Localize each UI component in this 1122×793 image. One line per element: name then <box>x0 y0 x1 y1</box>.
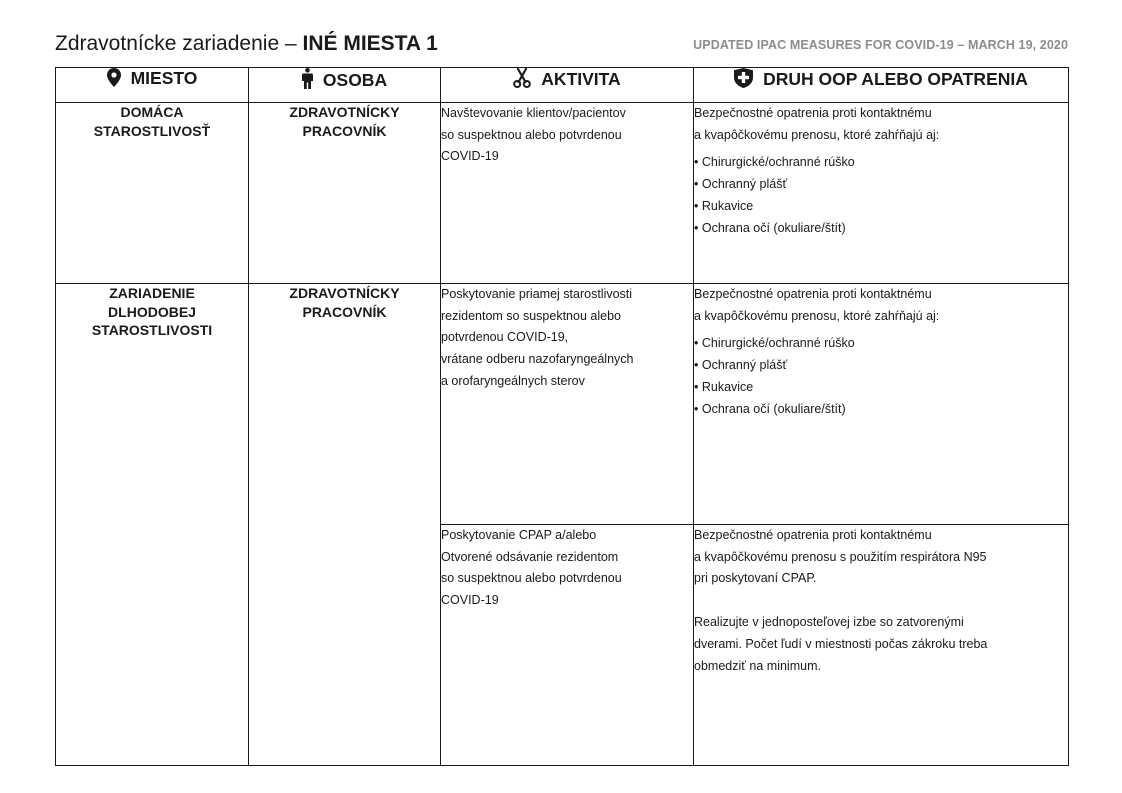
oop-cell <box>694 525 1069 766</box>
oop-para2-line: dverami. Počet ľudí v miestnosti počas zákroku treba <box>694 636 988 651</box>
measures-table <box>55 67 1069 766</box>
column-header-osoba <box>249 68 441 103</box>
aktivita-line: so suspektnou alebo potvrdenou <box>441 127 622 142</box>
miesto-line: DOMÁCA <box>120 104 184 120</box>
oop-para1-line: a kvapôčkovému prenosu s použitím respirátora N95 <box>694 549 987 564</box>
table-row <box>56 103 1069 284</box>
column-header-aktivita-label: AKTIVITA <box>541 69 621 89</box>
list-item: • Ochranný plášť <box>694 358 788 373</box>
list-item: • Ochranný plášť <box>694 177 788 192</box>
oop-intro-line: Bezpečnostné opatrenia proti kontaktnému <box>694 287 932 301</box>
column-header-oop-label: DRUH OOP ALEBO OPATRENIA <box>763 69 1028 89</box>
miesto-line: ZARIADENIE <box>109 285 195 301</box>
list-item: • Rukavice <box>694 379 754 394</box>
page-title <box>55 32 438 56</box>
aktivita-line: Otvorené odsávanie rezidentom <box>441 549 619 564</box>
list-item: • Ochrana očí (okuliare/štít) <box>694 220 846 235</box>
column-header-miesto <box>56 68 249 103</box>
oop-cell <box>694 284 1069 525</box>
oop-bullet-list <box>694 333 1068 420</box>
miesto-cell <box>56 284 249 766</box>
title-prefix: Zdravotnícke zariadenie – <box>55 32 297 55</box>
aktivita-line: COVID-19 <box>441 149 499 164</box>
oop-intro-line: a kvapôčkovému prenosu, ktoré zahŕňajú aj: <box>694 127 940 142</box>
oop-intro-line: a kvapôčkovému prenosu, ktoré zahŕňajú aj: <box>694 308 940 323</box>
aktivita-line: Poskytovanie priamej starostlivosti <box>441 287 633 301</box>
aktivita-cell <box>441 525 694 766</box>
column-header-miesto-label: MIESTO <box>130 68 198 88</box>
list-item: • Ochrana očí (okuliare/štít) <box>694 401 846 416</box>
list-item: • Rukavice <box>694 198 754 213</box>
aktivita-line: vrátane odberu nazofaryngeálnych <box>441 352 634 367</box>
oop-para2-line: Realizujte v jednoposteľovej izbe so zatvorenými <box>694 615 964 630</box>
table-header-row <box>56 68 1069 103</box>
list-item: • Chirurgické/ochranné rúško <box>694 336 855 351</box>
oop-para1-line: Bezpečnostné opatrenia proti kontaktnému <box>694 528 932 542</box>
column-header-oop <box>694 68 1069 103</box>
osoba-line: PRACOVNÍK <box>302 303 387 320</box>
osoba-line: PRACOVNÍK <box>302 122 387 139</box>
aktivita-line: Navštevovanie klientov/pacientov <box>441 106 626 120</box>
aktivita-line: rezidentom so suspektnou alebo <box>441 308 621 323</box>
page-header <box>55 32 1068 58</box>
aktivita-line: potvrdenou COVID-19, <box>441 330 569 345</box>
page-subtitle: UPDATED IPAC MEASURES FOR COVID-19 – MARCH 19, 2020 <box>693 38 1068 52</box>
column-header-osoba-label: OSOBA <box>322 70 388 90</box>
osoba-line: ZDRAVOTNÍCKY <box>289 104 400 120</box>
miesto-line: STAROSTLIVOSŤ <box>93 122 211 139</box>
oop-para1-line: pri poskytovaní CPAP. <box>694 571 817 586</box>
aktivita-cell <box>441 103 694 284</box>
miesto-line: STAROSTLIVOSTI <box>91 322 213 338</box>
list-item: • Chirurgické/ochranné rúško <box>694 155 855 170</box>
miesto-line: DLHODOBEJ <box>108 303 196 320</box>
aktivita-line: COVID-19 <box>441 593 499 608</box>
miesto-cell <box>56 103 249 284</box>
oop-intro-line: Bezpečnostné opatrenia proti kontaktnému <box>694 106 932 120</box>
paragraph-gap <box>694 590 1068 612</box>
title-bold: INÉ MIESTA 1 <box>302 32 438 55</box>
table-row <box>56 284 1069 525</box>
oop-bullet-list <box>694 152 1068 239</box>
osoba-cell <box>249 284 441 766</box>
osoba-cell <box>249 103 441 284</box>
column-header-aktivita <box>441 68 694 103</box>
aktivita-cell <box>441 284 694 525</box>
aktivita-line: so suspektnou alebo potvrdenou <box>441 571 622 586</box>
oop-cell <box>694 103 1069 284</box>
medical-cross-shield-icon <box>734 68 753 88</box>
scissors-icon <box>513 68 531 88</box>
location-pin-icon <box>107 68 121 87</box>
osoba-line: ZDRAVOTNÍCKY <box>289 285 400 301</box>
aktivita-line: Poskytovanie CPAP a/alebo <box>441 528 597 542</box>
person-icon <box>302 68 313 89</box>
aktivita-line: a orofaryngeálnych sterov <box>441 373 585 388</box>
oop-para2-line: obmedziť na minimum. <box>694 658 821 673</box>
